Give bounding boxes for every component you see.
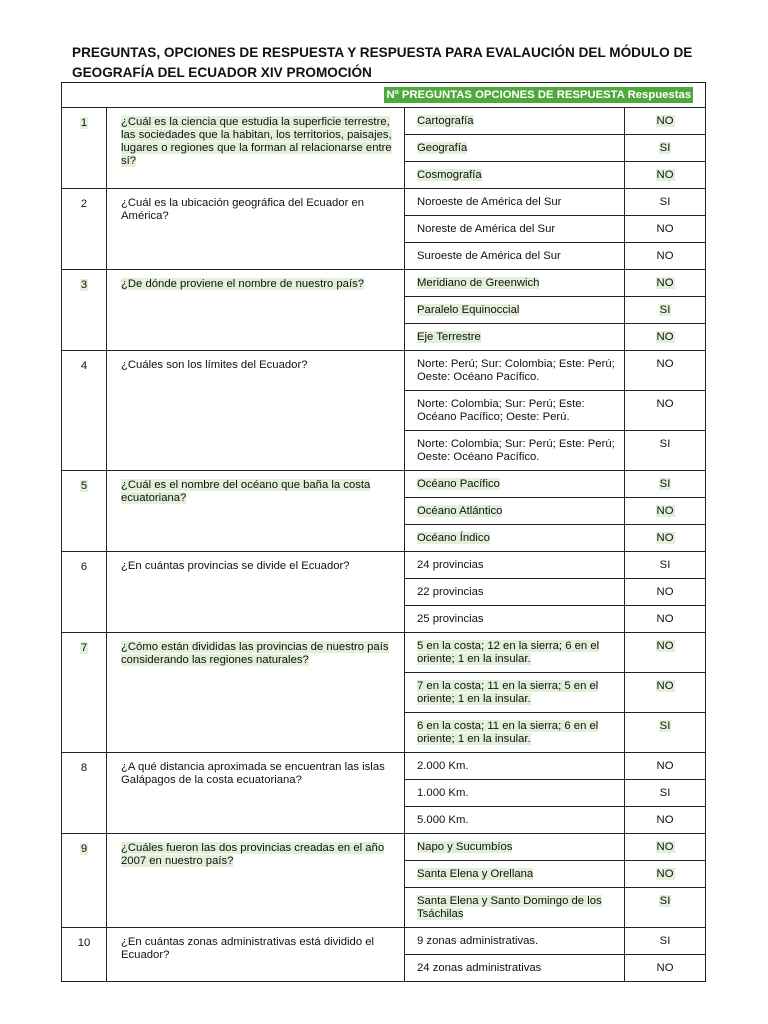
question-number-text: 2 xyxy=(80,198,88,210)
question-number xyxy=(62,189,107,270)
answer-cell xyxy=(625,324,706,351)
question-text-cell xyxy=(107,928,405,982)
answer-text: SI xyxy=(659,478,671,490)
question-number-text: 6 xyxy=(80,561,88,573)
option-cell xyxy=(405,552,625,579)
table-row xyxy=(62,753,706,780)
table-row xyxy=(62,351,706,391)
question-text: ¿Cuál es la ciencia que estudia la superficie terrestre, las sociedades que la habitan, los territorios, paisajes, lugares o regiones que la forman al relacionarse entre sí? xyxy=(121,116,392,167)
option-cell xyxy=(405,834,625,861)
question-text-cell xyxy=(107,552,405,633)
option-text: 24 zonas administrativas xyxy=(417,962,542,974)
answer-cell xyxy=(625,888,706,928)
option-cell xyxy=(405,324,625,351)
option-text: 7 en la costa; 11 en la sierra; 5 en el oriente; 1 en la insular. xyxy=(417,680,599,705)
option-text: Geografía xyxy=(417,142,468,154)
option-cell xyxy=(405,606,625,633)
question-number xyxy=(62,753,107,834)
answer-cell xyxy=(625,579,706,606)
title-line-1: PREGUNTAS, OPCIONES DE RESPUESTA Y RESPUESTA PARA EVALAUCIÓN DEL MÓDULO DE xyxy=(72,45,693,60)
question-number xyxy=(62,471,107,552)
question-text: ¿En cuántas provincias se divide el Ecuador? xyxy=(121,560,350,572)
answer-cell xyxy=(625,928,706,955)
table-row xyxy=(62,108,706,135)
option-text: 24 provincias xyxy=(417,559,484,571)
option-text: 9 zonas administrativas. xyxy=(417,935,539,947)
option-text: Napo y Sucumbíos xyxy=(417,841,513,853)
question-text: ¿En cuántas zonas administrativas está dividido el Ecuador? xyxy=(121,936,375,961)
option-text: Cosmografía xyxy=(417,169,482,181)
question-text-cell xyxy=(107,633,405,753)
answer-cell xyxy=(625,297,706,324)
option-cell xyxy=(405,498,625,525)
answer-cell xyxy=(625,673,706,713)
document-title xyxy=(72,43,732,83)
option-cell xyxy=(405,955,625,982)
option-cell xyxy=(405,135,625,162)
table-row xyxy=(62,552,706,579)
option-cell xyxy=(405,431,625,471)
question-text: ¿Cómo están divididas las provincias de nuestro país considerando las regiones naturales? xyxy=(121,641,389,666)
question-number-text: 1 xyxy=(80,117,88,129)
answer-text: NO xyxy=(656,868,674,880)
question-text: ¿Cuáles son los límites del Ecuador? xyxy=(121,359,308,371)
option-text: 5 en la costa; 12 en la sierra; 6 en el oriente; 1 en la insular. xyxy=(417,640,600,665)
answer-text: NO xyxy=(656,586,674,598)
option-text: Meridiano de Greenwich xyxy=(417,277,540,289)
answer-text: NO xyxy=(656,532,674,544)
answer-cell xyxy=(625,834,706,861)
answer-text: NO xyxy=(656,760,674,772)
answer-text: NO xyxy=(656,613,674,625)
option-cell xyxy=(405,162,625,189)
question-number-text: 9 xyxy=(80,843,88,855)
question-text: ¿Cuál es la ubicación geográfica del Ecuador en América? xyxy=(121,197,365,222)
option-cell xyxy=(405,633,625,673)
question-number xyxy=(62,928,107,982)
option-text: 2.000 Km. xyxy=(417,760,469,772)
option-cell xyxy=(405,243,625,270)
table-row xyxy=(62,189,706,216)
option-cell xyxy=(405,351,625,391)
question-number-text: 3 xyxy=(80,279,88,291)
answer-text: NO xyxy=(656,169,674,181)
option-text: Paralelo Equinoccial xyxy=(417,304,520,316)
option-cell xyxy=(405,216,625,243)
answer-cell xyxy=(625,633,706,673)
option-text: Santa Elena y Orellana xyxy=(417,868,534,880)
answer-text: NO xyxy=(656,115,674,127)
question-text: ¿De dónde proviene el nombre de nuestro país? xyxy=(121,278,365,290)
answer-cell xyxy=(625,216,706,243)
question-text: ¿Cuáles fueron las dos provincias creadas en el año 2007 en nuestro país? xyxy=(121,842,385,867)
answer-text: NO xyxy=(656,398,674,410)
option-text: Océano Índico xyxy=(417,532,490,544)
question-number-text: 10 xyxy=(77,937,91,949)
answer-text: SI xyxy=(659,438,671,450)
option-text: 5.000 Km. xyxy=(417,814,469,826)
question-number-text: 7 xyxy=(80,642,88,654)
answer-cell xyxy=(625,498,706,525)
option-text: Norte: Colombia; Sur: Perú; Este: Océano Pacífico; Oeste: Perú. xyxy=(417,398,585,423)
option-text: 6 en la costa; 11 en la sierra; 6 en el oriente; 1 en la insular. xyxy=(417,720,599,745)
option-cell xyxy=(405,888,625,928)
option-text: 25 provincias xyxy=(417,613,484,625)
answer-cell xyxy=(625,270,706,297)
option-cell xyxy=(405,579,625,606)
answer-text: SI xyxy=(659,895,671,907)
answer-text: NO xyxy=(656,962,674,974)
answer-text: SI xyxy=(659,559,671,571)
option-cell xyxy=(405,780,625,807)
option-cell xyxy=(405,471,625,498)
table-row xyxy=(62,471,706,498)
question-text-cell xyxy=(107,351,405,471)
option-cell xyxy=(405,928,625,955)
option-text: Noroeste de América del Sur xyxy=(417,196,562,208)
option-text: Océano Pacífico xyxy=(417,478,500,490)
option-cell xyxy=(405,270,625,297)
question-number xyxy=(62,270,107,351)
question-text-cell xyxy=(107,834,405,928)
questions-table xyxy=(61,82,706,982)
option-text: Norte: Colombia; Sur: Perú; Este: Perú; Oeste: Océano Pacífico. xyxy=(417,438,615,463)
answer-cell xyxy=(625,162,706,189)
answer-text: SI xyxy=(659,787,671,799)
question-text-cell xyxy=(107,108,405,189)
question-text-cell xyxy=(107,270,405,351)
answer-cell xyxy=(625,351,706,391)
answer-text: NO xyxy=(656,358,674,370)
option-text: Eje Terrestre xyxy=(417,331,481,343)
answer-text: NO xyxy=(656,277,674,289)
option-text: Océano Atlántico xyxy=(417,505,503,517)
option-cell xyxy=(405,713,625,753)
answer-cell xyxy=(625,753,706,780)
answer-cell xyxy=(625,189,706,216)
answer-cell xyxy=(625,606,706,633)
question-number xyxy=(62,108,107,189)
answer-text: NO xyxy=(656,640,674,652)
option-cell xyxy=(405,673,625,713)
option-cell xyxy=(405,391,625,431)
answer-text: SI xyxy=(659,935,671,947)
option-text: Norte: Perú; Sur: Colombia; Este: Perú; Oeste: Océano Pacífico. xyxy=(417,358,615,383)
option-cell xyxy=(405,807,625,834)
option-cell xyxy=(405,861,625,888)
answer-cell xyxy=(625,431,706,471)
table-row xyxy=(62,834,706,861)
question-text-cell xyxy=(107,189,405,270)
answer-text: NO xyxy=(656,814,674,826)
answer-cell xyxy=(625,243,706,270)
answer-text: NO xyxy=(656,680,674,692)
option-text: 1.000 Km. xyxy=(417,787,469,799)
option-text: Suroeste de América del Sur xyxy=(417,250,561,262)
question-text-cell xyxy=(107,471,405,552)
option-cell xyxy=(405,753,625,780)
answer-text: NO xyxy=(656,250,674,262)
answer-cell xyxy=(625,552,706,579)
answer-cell xyxy=(625,713,706,753)
option-text: Santa Elena y Santo Domingo de los Tsáchilas xyxy=(417,895,602,920)
option-text: 22 provincias xyxy=(417,586,484,598)
question-number-text: 4 xyxy=(80,360,88,372)
answer-text: SI xyxy=(659,142,671,154)
option-cell xyxy=(405,108,625,135)
answer-text: NO xyxy=(656,331,674,343)
answer-text: NO xyxy=(656,841,674,853)
answer-cell xyxy=(625,108,706,135)
answer-text: NO xyxy=(656,223,674,235)
answer-cell xyxy=(625,861,706,888)
answer-text: SI xyxy=(659,196,671,208)
title-line-2: GEOGRAFÍA DEL ECUADOR XIV PROMOCIÓN xyxy=(72,65,372,80)
answer-text: SI xyxy=(659,720,671,732)
question-number xyxy=(62,834,107,928)
question-number-text: 8 xyxy=(80,762,88,774)
answer-cell xyxy=(625,525,706,552)
question-text: ¿Cuál es el nombre del océano que baña la costa ecuatoriana? xyxy=(121,479,371,504)
question-text-cell xyxy=(107,753,405,834)
table-row xyxy=(62,928,706,955)
question-number xyxy=(62,351,107,471)
answer-cell xyxy=(625,471,706,498)
question-number-text: 5 xyxy=(80,480,88,492)
answer-text: SI xyxy=(659,304,671,316)
answer-cell xyxy=(625,955,706,982)
option-text: Noreste de América del Sur xyxy=(417,223,556,235)
answer-cell xyxy=(625,391,706,431)
question-text: ¿A qué distancia aproximada se encuentran las islas Galápagos de la costa ecuatoriana? xyxy=(121,761,385,786)
answer-cell xyxy=(625,780,706,807)
table-header-row xyxy=(62,83,706,108)
table-row xyxy=(62,633,706,673)
table-header: Nº PREGUNTAS OPCIONES DE RESPUESTA Respuestas xyxy=(386,88,692,101)
option-text: Cartografía xyxy=(417,115,474,127)
answer-cell xyxy=(625,135,706,162)
answer-text: NO xyxy=(656,505,674,517)
option-cell xyxy=(405,189,625,216)
table-row xyxy=(62,270,706,297)
question-number xyxy=(62,633,107,753)
option-cell xyxy=(405,297,625,324)
answer-cell xyxy=(625,807,706,834)
option-cell xyxy=(405,525,625,552)
question-number xyxy=(62,552,107,633)
